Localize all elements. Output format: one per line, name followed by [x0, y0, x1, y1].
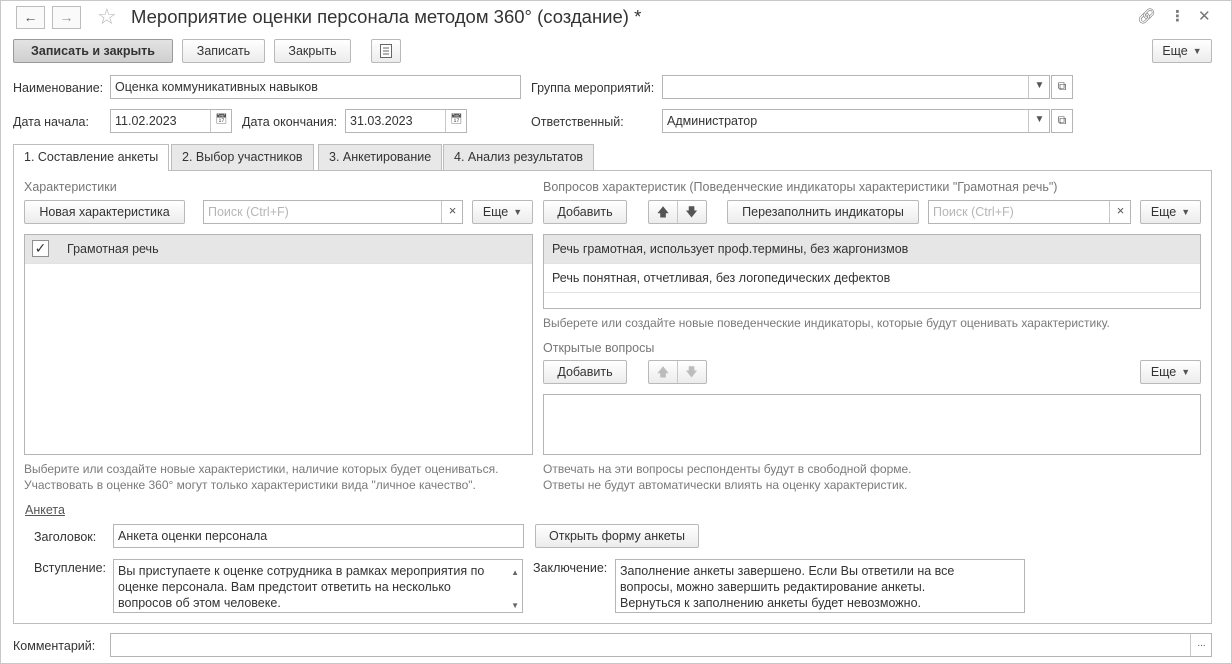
- tab-participants[interactable]: 2. Выбор участников: [171, 144, 314, 170]
- dropdown-icon[interactable]: ▼: [1028, 75, 1050, 99]
- name-field[interactable]: Оценка коммуникативных навыков: [110, 75, 521, 99]
- move-down-icon[interactable]: 🡇︎: [677, 361, 705, 383]
- page-title: Мероприятие оценки персонала методом 360° (создание) *: [131, 6, 642, 27]
- tab-survey[interactable]: 3. Анкетирование: [318, 144, 442, 170]
- report-icon[interactable]: [371, 39, 401, 63]
- link-icon[interactable]: 🔗︎: [1137, 8, 1157, 25]
- comment-field[interactable]: [110, 633, 1212, 657]
- responsible-label: Ответственный:: [531, 115, 624, 129]
- save-button[interactable]: Записать: [182, 39, 265, 63]
- characteristics-search-input[interactable]: Поиск (Ctrl+F) ×: [203, 200, 463, 224]
- open-questions-hint-1: Отвечать на эти вопросы респонденты будут в свободной форме.: [543, 462, 912, 476]
- responsible-field[interactable]: Администратор ▼: [662, 109, 1050, 133]
- scroll-down-icon[interactable]: ▼: [511, 601, 519, 610]
- intro-textarea[interactable]: Вы приступаете к оценке сотрудника в рамках мероприятия по оценке персонала. Вам предстоит ответить на несколько вопросов об этом человеке. ▲ ▼: [113, 559, 523, 613]
- open-survey-form-button[interactable]: Открыть форму анкеты: [535, 524, 699, 548]
- survey-title-field[interactable]: Анкета оценки персонала: [113, 524, 524, 548]
- list-item[interactable]: Речь грамотная, использует проф.термины, без жаргонизмов: [544, 235, 1200, 264]
- new-characteristic-button[interactable]: Новая характеристика: [24, 200, 185, 224]
- close-button[interactable]: Закрыть: [274, 39, 351, 63]
- conclusion-label: Заключение:: [533, 561, 608, 575]
- forward-arrow-icon[interactable]: →: [52, 6, 81, 29]
- characteristics-heading: Характеристики: [24, 180, 117, 194]
- refill-indicators-button[interactable]: Перезаполнить индикаторы: [727, 200, 919, 224]
- characteristic-label: Грамотная речь: [67, 242, 159, 256]
- open-responsible-icon[interactable]: ⧉: [1051, 109, 1073, 133]
- checkbox-checked-icon[interactable]: ✓: [32, 240, 49, 257]
- open-group-icon[interactable]: ⧉: [1051, 75, 1073, 99]
- tab-analysis[interactable]: 4. Анализ результатов: [443, 144, 594, 170]
- close-icon[interactable]: ✕: [1198, 8, 1211, 25]
- clear-search-icon[interactable]: ×: [441, 200, 463, 224]
- chevron-down-icon: ▼: [513, 207, 523, 217]
- back-arrow-icon[interactable]: ←: [16, 6, 45, 29]
- name-label: Наименование:: [13, 81, 104, 95]
- group-label: Группа мероприятий:: [531, 81, 655, 95]
- end-date-field[interactable]: 31.03.2023 📅︎: [345, 109, 467, 133]
- calendar-icon[interactable]: 📅︎: [210, 109, 232, 133]
- move-up-icon[interactable]: 🡅︎: [656, 365, 670, 379]
- chevron-down-icon: ▼: [1181, 367, 1191, 377]
- questions-list[interactable]: [543, 234, 1201, 309]
- clear-search-icon[interactable]: ×: [1109, 200, 1131, 224]
- reorder-buttons: [648, 200, 707, 224]
- open-questions-list[interactable]: [543, 394, 1201, 455]
- characteristics-hint-2: Участвовать в оценке 360° могут только характеристики вида "личное качество".: [24, 478, 476, 492]
- calendar-icon[interactable]: 📅︎: [445, 109, 467, 133]
- open-questions-heading: Открытые вопросы: [543, 341, 655, 355]
- questions-more-button[interactable]: Еще ▼: [1140, 200, 1201, 224]
- move-up-icon[interactable]: 🡅︎: [656, 205, 670, 219]
- intro-label: Вступление:: [34, 561, 107, 575]
- questions-search-input[interactable]: Поиск (Ctrl+F) ×: [928, 200, 1131, 224]
- add-open-question-button[interactable]: Добавить: [543, 360, 627, 384]
- list-item[interactable]: [25, 235, 532, 264]
- start-date-label: Дата начала:: [13, 115, 89, 129]
- reorder-buttons-disabled: [648, 360, 707, 384]
- comment-label: Комментарий:: [13, 639, 96, 653]
- characteristics-list[interactable]: [24, 234, 533, 455]
- characteristics-hint-1: Выберите или создайте новые характеристики, наличие которых будет оцениваться.: [24, 462, 499, 476]
- save-and-close-button[interactable]: Записать и закрыть: [13, 39, 173, 63]
- questions-hint: Выберете или создайте новые поведенческие индикаторы, которые будут оценивать характеристику.: [543, 316, 1110, 330]
- tab-questionnaire[interactable]: 1. Составление анкеты: [13, 144, 169, 171]
- chevron-down-icon: ▼: [1192, 46, 1202, 56]
- more-vertical-icon[interactable]: ⋮: [1170, 8, 1185, 25]
- survey-title-label: Заголовок:: [34, 530, 97, 544]
- survey-section-link[interactable]: Анкета: [25, 503, 65, 517]
- conclusion-textarea[interactable]: Заполнение анкеты завершено. Если Вы ответили на все вопросы, можно завершить редактирование анкеты. Вернуться к заполнению анкеты будет невозможно.: [615, 559, 1025, 613]
- dropdown-icon[interactable]: ▼: [1028, 109, 1050, 133]
- toolbar-more-button[interactable]: Еще ▼: [1152, 39, 1212, 63]
- move-down-icon[interactable]: 🡇︎: [677, 201, 705, 223]
- open-questions-more-button[interactable]: Еще ▼: [1140, 360, 1201, 384]
- characteristics-more-button[interactable]: Еще ▼: [472, 200, 533, 224]
- group-field[interactable]: [662, 75, 1050, 99]
- list-item[interactable]: Речь понятная, отчетливая, без логопедических дефектов: [544, 264, 1200, 293]
- questions-heading: Вопросов характеристик (Поведенческие индикаторы характеристики "Грамотная речь"): [543, 180, 1058, 194]
- chevron-down-icon: ▼: [1181, 207, 1191, 217]
- open-questions-hint-2: Ответы не будут автоматически влиять на оценку характеристик.: [543, 478, 908, 492]
- add-question-button[interactable]: Добавить: [543, 200, 627, 224]
- start-date-field[interactable]: 11.02.2023 📅︎: [110, 109, 232, 133]
- ellipsis-icon[interactable]: ...: [1190, 633, 1212, 657]
- scroll-up-icon[interactable]: ▲: [511, 568, 519, 577]
- favorite-star-icon[interactable]: ☆: [97, 4, 117, 29]
- end-date-label: Дата окончания:: [242, 115, 338, 129]
